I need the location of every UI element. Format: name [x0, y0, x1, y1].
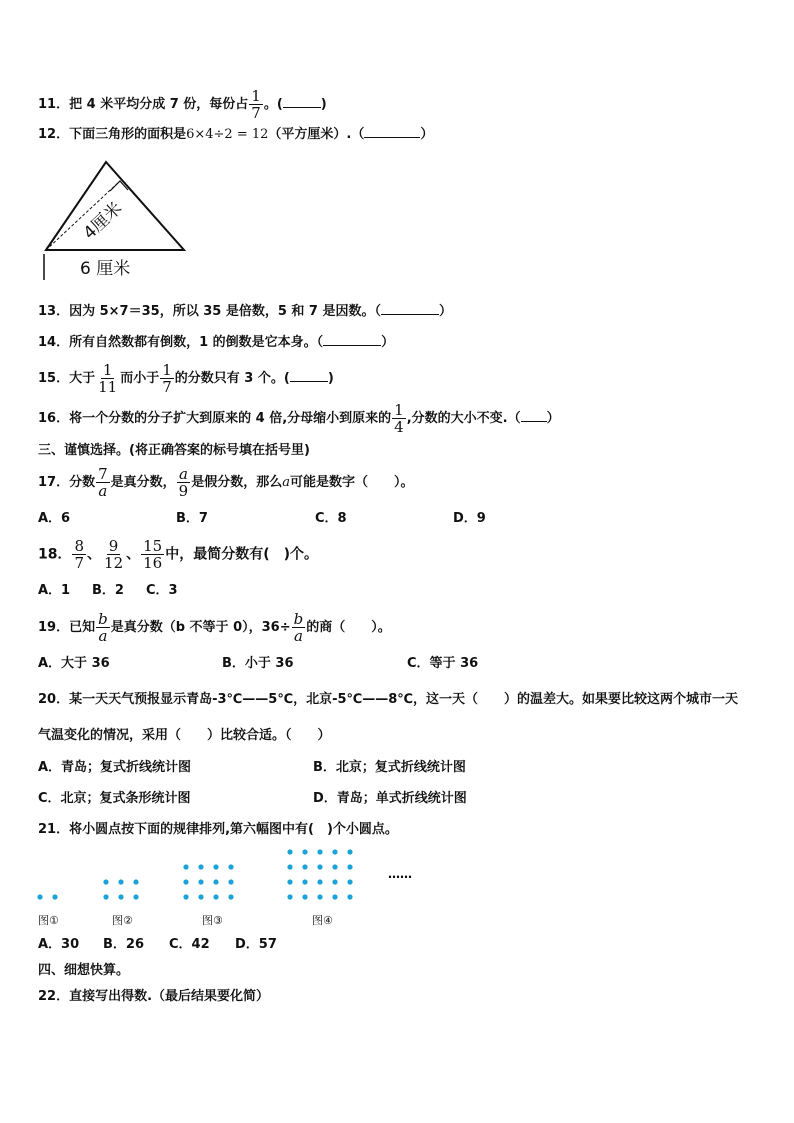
- question-16: 16．将一个分数的分子扩大到原来的 4 倍,分母缩小到原来的 $\frac{1}{4}$ ,分数的大小不变.（ ）: [38, 401, 560, 436]
- formula: 6×4÷2 = 12: [186, 127, 269, 142]
- section-heading-3: 三、谨慎选择。(将正确答案的标号填在括号里): [38, 443, 310, 458]
- option-a[interactable]: A．青岛；复式折线统计图: [38, 760, 192, 775]
- answer-blank[interactable]: [381, 302, 439, 315]
- option-c[interactable]: C．8: [315, 511, 347, 526]
- option-b[interactable]: B．2: [92, 583, 124, 598]
- dot-fig4: [347, 849, 352, 854]
- question-number: 16．: [38, 411, 70, 426]
- dot-fig3: [198, 864, 203, 869]
- option-a[interactable]: A．1: [38, 583, 71, 598]
- option-c[interactable]: C．北京；复式条形统计图: [38, 791, 191, 806]
- question-number: 20．: [38, 692, 70, 707]
- answer-blank[interactable]: [323, 333, 381, 346]
- option-d[interactable]: D．青岛；单式折线统计图: [313, 791, 467, 806]
- question-18: 18． $\frac{8}{7}$ 、 $\frac{9}{12}$ 、 $\frac{15}{16}$ 中，最简分数有( )个。: [38, 537, 319, 572]
- question-20-line-2: 气温变化的情况，采用（ ）比较合适。（ ）: [38, 728, 331, 743]
- dot-fig3: [228, 864, 233, 869]
- triangle-figure: [38, 158, 198, 282]
- dot-fig4: [347, 879, 352, 884]
- dot-fig4: [302, 849, 307, 854]
- question-number: 15．: [38, 371, 70, 386]
- question-19: 19．已知 $\frac{b}{a}$ 是真分数（b 不等于 0），36÷ $\frac{b}{a}$ 的商（ ）。: [38, 610, 391, 645]
- answer-blank[interactable]: [521, 409, 547, 422]
- dot-fig4: [287, 894, 292, 899]
- base-label: 6 厘米: [80, 259, 131, 279]
- dot-pattern-figure: [30, 840, 430, 930]
- fraction: $\frac{b}{a}$: [98, 610, 108, 645]
- dot-fig2: [133, 879, 138, 884]
- question-17: 17．分数 $\frac{7}{a}$ 是真分数， $\frac{a}{9}$ 是假分数，那么a可能是数字（ ）。: [38, 465, 414, 500]
- question-number: 22．: [38, 989, 70, 1004]
- height-label: 4厘米: [79, 198, 127, 244]
- figure-caption-1: 图①: [38, 914, 59, 927]
- ellipsis: ……: [388, 867, 412, 881]
- option-b[interactable]: B．北京；复式折线统计图: [313, 760, 466, 775]
- fraction: $\frac{15}{16}$: [143, 537, 163, 572]
- option-c[interactable]: C．3: [146, 583, 178, 598]
- question-number: 11．: [38, 97, 70, 112]
- dot-fig3: [228, 879, 233, 884]
- question-11: 11．把 4 米平均分成 7 份，每份占 $\frac{1}{7}$ 。( ): [38, 87, 327, 122]
- question-number: 13．: [38, 304, 70, 319]
- question-number: 21．: [38, 822, 70, 837]
- question-22: 22．直接写出得数.（最后结果要化简）: [38, 989, 270, 1004]
- figure-caption-4: 图④: [312, 914, 333, 927]
- question-number: 12．: [38, 127, 70, 142]
- dot-fig2: [118, 894, 123, 899]
- figure-caption-2: 图②: [112, 914, 133, 927]
- answer-blank[interactable]: [283, 95, 321, 108]
- option-b[interactable]: B．7: [176, 511, 208, 526]
- dot-fig4: [317, 894, 322, 899]
- option-d[interactable]: D．57: [235, 937, 277, 952]
- dot-fig4: [302, 864, 307, 869]
- question-number: 19．: [38, 620, 70, 635]
- option-c[interactable]: C．42: [169, 937, 210, 952]
- answer-blank[interactable]: [364, 125, 420, 138]
- option-c[interactable]: C．等于 36: [407, 656, 479, 671]
- fraction: $\frac{9}{12}$: [104, 537, 124, 572]
- question-12: 12．下面三角形的面积是6×4÷2 = 12（平方厘米）.（ ）: [38, 127, 434, 142]
- fraction: $\frac{a}{9}$: [178, 465, 189, 500]
- dot-fig4: [287, 849, 292, 854]
- fraction: $\frac{1}{4}$: [394, 401, 404, 436]
- figure-caption-3: 图③: [202, 914, 223, 927]
- dot-fig4: [302, 879, 307, 884]
- dot-fig2: [103, 894, 108, 899]
- question-number: 17．: [38, 475, 70, 490]
- dot-fig4: [332, 894, 337, 899]
- option-d[interactable]: D．9: [453, 511, 486, 526]
- answer-blank[interactable]: [290, 369, 328, 382]
- section-heading-4: 四、细想快算。: [38, 963, 130, 978]
- dot-fig4: [317, 864, 322, 869]
- dot-fig4: [317, 849, 322, 854]
- dot-fig3: [228, 894, 233, 899]
- dot-fig4: [347, 864, 352, 869]
- dot-fig3: [213, 879, 218, 884]
- option-b[interactable]: B．26: [103, 937, 144, 952]
- question-20: 20．某一天天气预报显示青岛-3℃——5℃，北京-5℃——8℃，这一天（ ）的温差大。如果要比较这两个城市一天: [38, 692, 739, 707]
- dot-fig4: [347, 894, 352, 899]
- option-a[interactable]: A．6: [38, 511, 71, 526]
- fraction: $\frac{7}{a}$: [98, 465, 108, 500]
- option-a[interactable]: A．30: [38, 937, 80, 952]
- dots-group: [37, 849, 352, 899]
- dot-fig4: [332, 879, 337, 884]
- dot-fig2: [118, 879, 123, 884]
- dot-fig3: [198, 894, 203, 899]
- dot-fig4: [287, 879, 292, 884]
- dot-fig4: [302, 894, 307, 899]
- question-number: 14．: [38, 335, 70, 350]
- question-13: 13．因为 5×7＝35，所以 35 是倍数，5 和 7 是因数。（ ）: [38, 304, 453, 319]
- question-14: 14．所有自然数都有倒数，1 的倒数是它本身。（ ）: [38, 335, 395, 350]
- fraction: $\frac{b}{a}$: [293, 610, 304, 645]
- question-21: 21．将小圆点按下面的规律排列,第六幅图中有( )个小圆点。: [38, 822, 398, 837]
- dot-fig4: [332, 849, 337, 854]
- dot-fig4: [317, 879, 322, 884]
- dot-fig2: [133, 894, 138, 899]
- fraction: $\frac{1}{7}$: [251, 87, 261, 122]
- dot-fig3: [213, 864, 218, 869]
- dot-fig1: [37, 894, 42, 899]
- fraction: $\frac{1}{7}$: [162, 361, 172, 396]
- question-number: 18．: [38, 546, 72, 563]
- dot-fig3: [183, 894, 188, 899]
- dot-fig3: [198, 879, 203, 884]
- dot-fig3: [183, 864, 188, 869]
- dot-fig3: [213, 894, 218, 899]
- dot-fig4: [287, 864, 292, 869]
- fraction: $\frac{8}{7}$: [74, 537, 85, 572]
- variable: a: [282, 475, 290, 490]
- dot-fig4: [332, 864, 337, 869]
- question-15: 15．大于 $\frac{1}{11}$ 而小于 $\frac{1}{7}$ 的分数只有 3 个。( ): [38, 361, 334, 396]
- dot-fig3: [183, 879, 188, 884]
- dot-fig1: [52, 894, 57, 899]
- option-a[interactable]: A．大于 36: [38, 656, 110, 671]
- dot-fig2: [103, 879, 108, 884]
- option-b[interactable]: B．小于 36: [222, 656, 294, 671]
- fraction: $\frac{1}{11}$: [98, 361, 118, 396]
